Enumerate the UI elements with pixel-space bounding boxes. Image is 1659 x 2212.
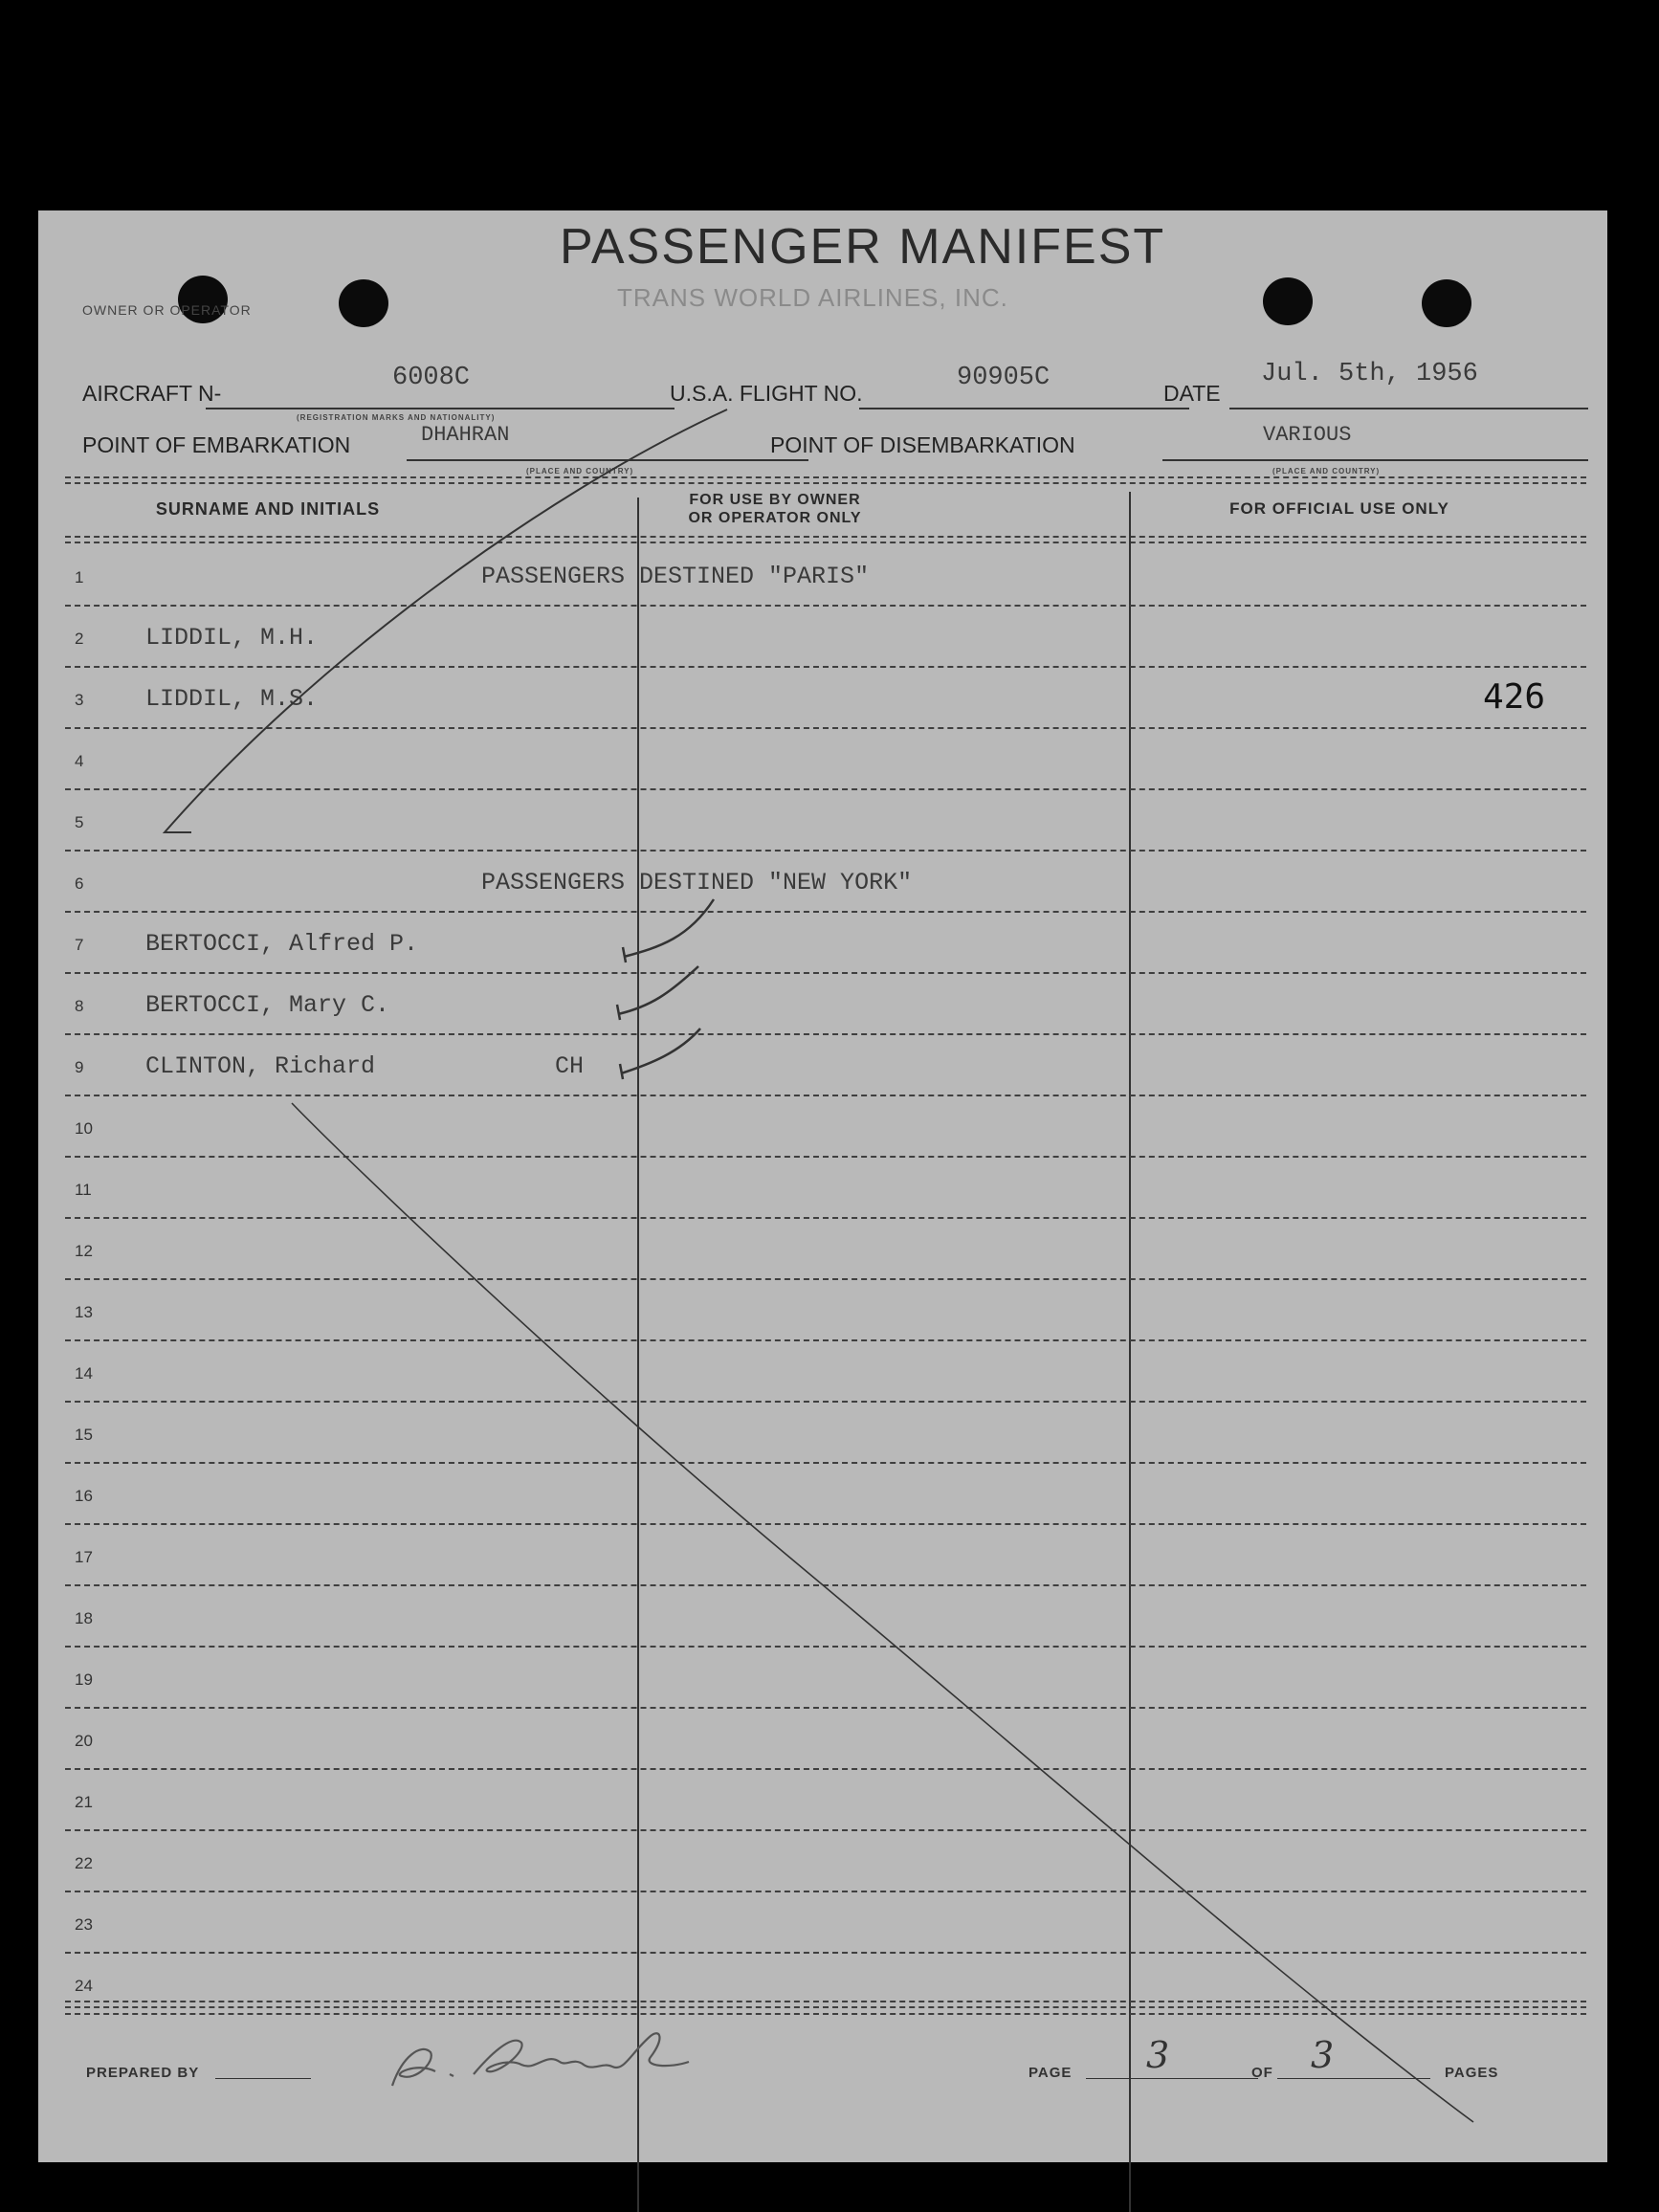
- check-mark-icon: [620, 1029, 700, 1079]
- check-mark-icon: [623, 899, 714, 962]
- page-label: PAGE: [1029, 2065, 1073, 2081]
- row-number: 8: [75, 997, 84, 1015]
- check-mark-icon: [617, 966, 698, 1020]
- pen-arc-mark: [165, 409, 727, 832]
- handwriting-overlay: [38, 210, 1607, 2162]
- disembarkation-value: VARIOUS: [1263, 423, 1352, 447]
- col-surname-header: SURNAME AND INITIALS: [155, 499, 381, 519]
- embarkation-label: POINT OF EMBARKATION: [82, 432, 351, 457]
- row-number: 2: [75, 630, 84, 648]
- row-number: 24: [75, 1977, 93, 1995]
- passenger-note: CH: [555, 1052, 585, 1080]
- owner-operator-label: OWNER OR OPERATOR: [82, 302, 252, 318]
- row-number: 5: [75, 813, 84, 831]
- passenger-name: LIDDIL, M.H.: [145, 624, 319, 652]
- disembarkation-sublabel: (PLACE AND COUNTRY): [1272, 467, 1381, 476]
- passenger-name: LIDDIL, M.S.: [145, 685, 319, 713]
- flight-value: 90905C: [957, 364, 1051, 392]
- destination-heading: PASSENGERS DESTINED "NEW YORK": [481, 869, 913, 896]
- date-value: Jul. 5th, 1956: [1261, 360, 1478, 388]
- embarkation-sublabel: (PLACE AND COUNTRY): [526, 467, 634, 476]
- row-number: 20: [75, 1732, 93, 1750]
- row-number: 6: [75, 874, 84, 893]
- of-label: OF: [1251, 2065, 1273, 2081]
- embarkation-value: DHAHRAN: [421, 423, 510, 447]
- row-number: 3: [75, 691, 84, 709]
- date-label: DATE: [1163, 381, 1221, 406]
- row-number: 21: [75, 1793, 93, 1811]
- official-use-value: 426: [1483, 677, 1546, 717]
- flight-label: U.S.A. FLIGHT NO.: [670, 381, 863, 406]
- row-number: 12: [75, 1242, 93, 1260]
- row-number: 13: [75, 1303, 93, 1321]
- prepared-by-label: PREPARED BY: [86, 2065, 200, 2081]
- row-number: 23: [75, 1915, 93, 1934]
- col-owner-header-1: FOR USE BY OWNER: [689, 492, 861, 508]
- row-number: 16: [75, 1487, 93, 1505]
- row-number: 18: [75, 1609, 93, 1627]
- disembarkation-label: POINT OF DISEMBARKATION: [770, 432, 1075, 457]
- passenger-name: CLINTON, Richard: [145, 1052, 376, 1080]
- aircraft-sublabel: (REGISTRATION MARKS AND NATIONALITY): [297, 413, 496, 422]
- manifest-title: PASSENGER MANIFEST: [560, 219, 1166, 275]
- manifest-sheet: [38, 210, 1607, 2162]
- pages-label: PAGES: [1445, 2065, 1499, 2081]
- row-number: 11: [75, 1181, 92, 1199]
- aircraft-label: AIRCRAFT N-: [82, 381, 222, 406]
- company-name: TRANS WORLD AIRLINES, INC.: [617, 283, 1008, 312]
- row-number: 15: [75, 1426, 93, 1444]
- passenger-name: BERTOCCI, Alfred P.: [145, 930, 419, 958]
- row-number: 19: [75, 1670, 93, 1689]
- row-number: 17: [75, 1548, 93, 1566]
- page-value: 3: [1146, 2034, 1170, 2076]
- row-number: 9: [75, 1058, 84, 1076]
- aircraft-value: 6008C: [392, 364, 471, 392]
- row-number: 1: [75, 568, 84, 586]
- row-number: 22: [75, 1854, 93, 1872]
- pen-diagonal-mark: [292, 1103, 1473, 2122]
- col-owner-header-2: OR OPERATOR ONLY: [688, 510, 862, 526]
- row-number: 14: [75, 1364, 93, 1382]
- destination-heading: PASSENGERS DESTINED "PARIS": [481, 563, 870, 590]
- row-number: 4: [75, 752, 84, 770]
- passenger-name: BERTOCCI, Mary C.: [145, 991, 390, 1019]
- row-number: 10: [75, 1119, 93, 1138]
- signature-drawing: [392, 2033, 689, 2086]
- col-official-header: FOR OFFICIAL USE ONLY: [1229, 499, 1449, 518]
- of-value: 3: [1311, 2034, 1335, 2076]
- row-number: 7: [75, 936, 84, 954]
